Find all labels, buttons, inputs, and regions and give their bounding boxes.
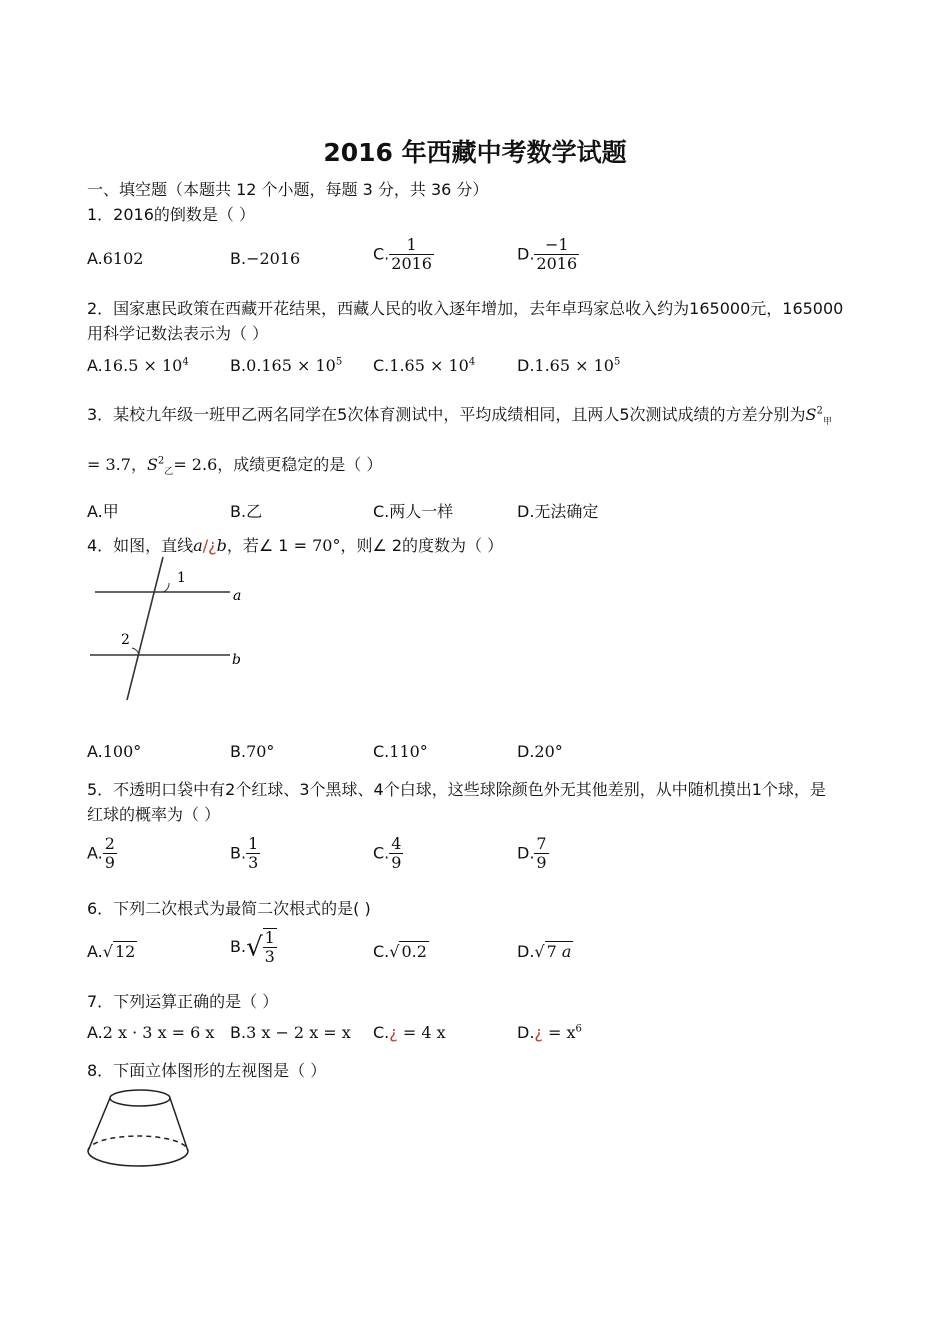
q1-option-b: B.−2016	[230, 249, 301, 268]
angle-1-arc	[163, 583, 169, 592]
q5-option-d: D. $\frac{7}{9}$	[517, 834, 547, 873]
q2-option-d: $D.1.65 \times 10^5$	[517, 356, 621, 375]
figure-label-b: b	[232, 652, 241, 668]
q2-option-c: $C.1.65 \times 10^4$	[373, 356, 476, 375]
q5-option-b: B. $\frac{1}{3}$	[230, 834, 259, 873]
page-title: 2016 年西藏中考数学试题	[323, 138, 627, 167]
question-2-stem-line2: 用科学记数法表示为（ ）	[87, 324, 269, 343]
q7-option-c: C.¿ = 4 x	[373, 1023, 446, 1042]
q7-option-a: A.2 x · 3 x = 6 x	[87, 1023, 215, 1042]
q2-option-b: $B.0.165 \times 10^5$	[230, 356, 343, 375]
section-heading: 一、填空题（本题共 12 个小题，每题 3 分，共 36 分）	[87, 180, 489, 199]
figure-label-1: 1	[177, 570, 186, 586]
question-2-stem-line1: 2．国家惠民政策在西藏开花结果，西藏人民的收入逐年增加，去年卓玛家总收入约为165000元，165000	[87, 299, 844, 318]
question-3-stem-line1: 3．某校九年级一班甲乙两名同学在5次体育测试中，平均成绩相同，且两人5次测试成绩的方差分别为$S^2_甲$	[87, 405, 832, 428]
figure-label-2: 2	[121, 632, 130, 648]
q7-option-d: D.¿ = $x^6$	[517, 1023, 582, 1042]
figure-label-a: a	[233, 588, 242, 604]
question-1-stem: 1．2016的倒数是（ ）	[87, 205, 255, 224]
parallel-lines-figure	[85, 555, 255, 705]
question-5-stem-line2: 红球的概率为（ ）	[87, 805, 221, 824]
frustum-right-edge	[170, 1098, 188, 1151]
question-7-stem: 7．下列运算正确的是（ ）	[87, 992, 279, 1011]
transversal-line	[127, 557, 163, 700]
q4-option-b: B.70°	[230, 742, 275, 761]
q3-option-c: C.两人一样	[373, 502, 454, 521]
q6-option-c: C.√ 0.2	[373, 942, 427, 961]
q7-option-b: B.3 x − 2 x = x	[230, 1023, 351, 1042]
frustum-bottom-front-arc	[88, 1151, 188, 1166]
q4-option-a: A.100°	[87, 742, 142, 761]
question-8-stem: 8．下面立体图形的左视图是（ ）	[87, 1061, 327, 1080]
q3-option-a: A.甲	[87, 502, 119, 521]
frustum-top-ellipse	[110, 1090, 170, 1106]
q6-option-a: A.√ 12	[87, 942, 136, 961]
q6-option-d: D.√ 7 a	[517, 942, 572, 961]
frustum-figure	[84, 1085, 194, 1175]
q6-option-b: B.√ $\frac{1}{3}$	[230, 928, 275, 967]
q1-option-a: A.6102	[87, 249, 144, 268]
q2-option-a: $A.16.5 \times 10^4$	[87, 356, 189, 375]
q4-option-c: C.110°	[373, 742, 428, 761]
question-4-stem: 4．如图，直线a/¿b，若∠ 1 = 70°，则∠ 2的度数为（ ）	[87, 536, 504, 555]
q1-option-c: C. $\frac{1}{2016}$	[373, 235, 432, 274]
q3-option-d: D.无法确定	[517, 502, 599, 521]
question-5-stem-line1: 5．不透明口袋中有2个红球、3个黑球、4个白球，这些球除颜色外无其他差别，从中随机摸出1个球，是	[87, 780, 826, 799]
frustum-bottom-back-arc	[88, 1136, 188, 1151]
q4-option-d: D.20°	[517, 742, 563, 761]
q1-option-d: D. $\frac{-1}{2016}$	[517, 235, 578, 274]
frustum-left-edge	[88, 1098, 110, 1151]
question-6-stem: 6．下列二次根式为最简二次根式的是( )	[87, 899, 371, 918]
q3-option-b: B.乙	[230, 502, 263, 521]
q5-option-a: A. $\frac{2}{9}$	[87, 834, 115, 873]
question-3-stem-line2: = 3.7，$S^2_乙= 2.6$，成绩更稳定的是（ ）	[87, 455, 383, 478]
q5-option-c: C. $\frac{4}{9}$	[373, 834, 402, 873]
